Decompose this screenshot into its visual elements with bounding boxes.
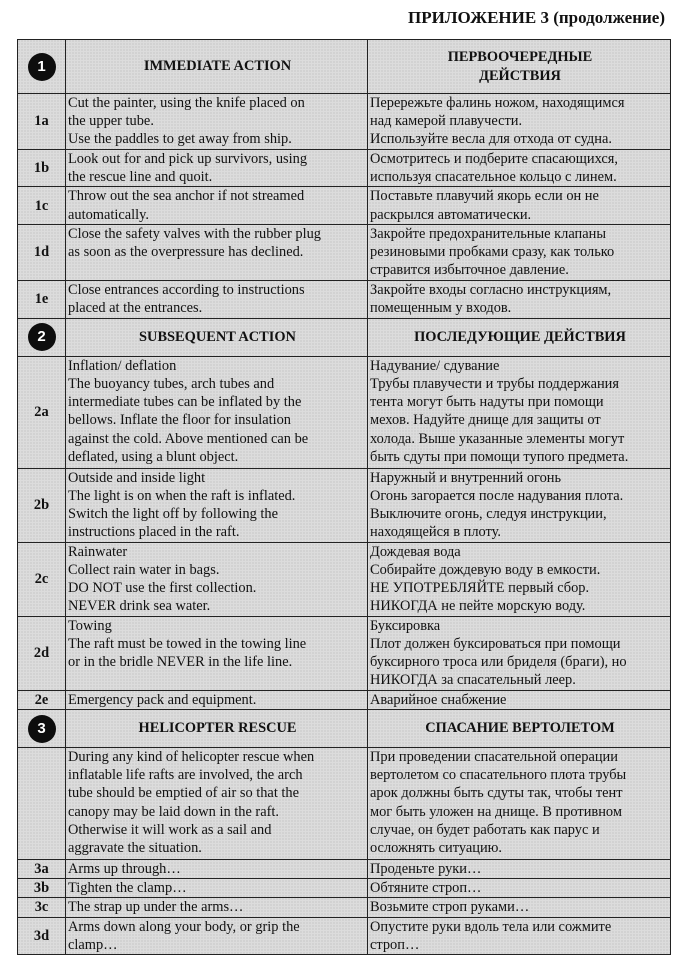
instruction-line-en: Use the paddles to get away from ship. <box>68 131 292 148</box>
instruction-line-ru: Аварийное снабжение <box>370 691 507 708</box>
instruction-line-en: The light is on when the raft is inflated. <box>68 488 296 505</box>
instruction-text-ru <box>368 898 671 917</box>
instruction-text-en <box>66 748 368 860</box>
section-heading-ru <box>368 318 671 356</box>
instruction-text-en <box>66 150 368 187</box>
instructions-table <box>17 39 671 955</box>
instruction-line-ru: Используйте весла для отхода от судна. <box>370 131 612 148</box>
instruction-row <box>18 542 671 616</box>
instruction-code: 1a <box>18 94 66 150</box>
instruction-line-ru: быть сдуты при помощи тупого предмета. <box>370 448 629 465</box>
instruction-code: 2a <box>18 356 66 468</box>
section-badge-cell <box>18 710 66 748</box>
instruction-line-ru: буксирного троса или бриделя (браги), но <box>370 654 627 671</box>
section-heading-ru-line: ПЕРВООЧЕРЕДНЫЕ <box>447 49 593 66</box>
instruction-row <box>18 187 671 224</box>
instruction-text-en <box>66 616 368 690</box>
instruction-line-en: intermediate tubes can be inflated by the <box>68 394 302 411</box>
instruction-line-ru: Осмотритесь и подберите спасающихся, <box>370 151 618 167</box>
instruction-line-ru: используя спасательное кольцо с линем. <box>370 169 617 186</box>
instruction-text-en <box>66 224 368 280</box>
instruction-line-ru: тента могут быть надуты при помощи <box>370 394 604 411</box>
instruction-text-ru <box>368 542 671 616</box>
section-header-row <box>18 710 671 748</box>
instruction-line-ru: раскрылся автоматически. <box>370 206 532 223</box>
section-heading-en: SUBSEQUENT ACTION <box>66 318 368 356</box>
instruction-code <box>18 748 66 860</box>
instruction-line-en: Emergency pack and equipment. <box>68 691 257 708</box>
instruction-code: 2c <box>18 542 66 616</box>
instruction-code: 2d <box>18 616 66 690</box>
instruction-code: 3d <box>18 917 66 954</box>
section-heading-en: HELICOPTER RESCUE <box>66 710 368 748</box>
section-number-badge: 1 <box>28 53 56 81</box>
section-header-row <box>18 40 671 94</box>
instruction-text-en <box>66 860 368 879</box>
instruction-line-ru: Буксировка <box>370 617 441 634</box>
instruction-line-en: Towing <box>68 617 112 634</box>
instruction-text-ru <box>368 879 671 898</box>
instruction-line-en: bellows. Inflate the floor for insulation <box>68 412 291 429</box>
instruction-line-en: the upper tube. <box>68 113 154 130</box>
instruction-code: 3a <box>18 860 66 879</box>
instruction-line-en: placed at the entrances. <box>68 300 203 317</box>
instruction-line-en: the rescue line and quoit. <box>68 169 213 186</box>
instruction-line-en: instructions placed in the raft. <box>68 524 240 541</box>
instruction-line-en: NEVER drink sea water. <box>68 598 211 615</box>
instruction-line-ru: НИКОГДА не пейте морскую воду. <box>370 598 586 615</box>
instruction-line-en: Arms down along your body, or grip the <box>68 918 300 935</box>
instruction-line-en: Cut the painter, using the knife placed on <box>68 95 305 111</box>
instruction-line-en: The strap up under the arms… <box>68 899 244 916</box>
instruction-row <box>18 356 671 468</box>
section-heading-ru <box>368 710 671 748</box>
instruction-code: 1c <box>18 187 66 224</box>
section-badge-cell <box>18 40 66 94</box>
instruction-row <box>18 224 671 280</box>
instruction-line-ru: Закройте входы согласно инструкциям, <box>370 281 612 298</box>
instruction-line-ru: Проденьте руки… <box>370 861 482 878</box>
instruction-line-ru: Закройте предохранительные клапаны <box>370 225 606 242</box>
instruction-line-en: canopy may be laid down in the raft. <box>68 803 279 820</box>
instruction-text-ru <box>368 280 671 318</box>
instruction-row <box>18 94 671 150</box>
instruction-line-ru: над камерой плавучести. <box>370 113 523 130</box>
instruction-row <box>18 280 671 318</box>
instruction-row <box>18 917 671 954</box>
section-heading-en: IMMEDIATE ACTION <box>66 40 368 94</box>
instruction-line-ru: При проведении спасательной операции <box>370 749 618 766</box>
instruction-line-en: aggravate the situation. <box>68 840 202 857</box>
instruction-line-en: or in the bridle NEVER in the life line. <box>68 654 293 671</box>
instruction-line-en: The buoyancy tubes, arch tubes and <box>68 376 275 393</box>
section-heading-ru <box>368 40 671 94</box>
instruction-line-ru: Плот должен буксироваться при помощи <box>370 636 621 653</box>
instruction-line-en: deflated, using a blunt object. <box>68 448 239 465</box>
instruction-line-en: tube should be emptied of air so that the <box>68 785 299 802</box>
instruction-line-ru: Надувание/ сдувание <box>370 357 500 374</box>
instruction-text-ru <box>368 748 671 860</box>
instruction-line-ru: Наружный и внутренний огонь <box>370 469 562 486</box>
instruction-row <box>18 748 671 860</box>
section-header-row <box>18 318 671 356</box>
section-heading-ru-line: СПАСАНИЕ ВЕРТОЛЕТОМ <box>425 720 615 737</box>
instruction-line-en: Rainwater <box>68 543 128 560</box>
instruction-line-ru: НИКОГДА за спасательный леер. <box>370 672 576 689</box>
instruction-row <box>18 860 671 879</box>
instruction-line-en: During any kind of helicopter rescue when <box>68 749 315 766</box>
instruction-text-en <box>66 280 368 318</box>
instruction-line-en: Collect rain water in bags. <box>68 562 220 579</box>
instruction-line-en: inflatable life rafts are involved, the arch <box>68 767 303 784</box>
instruction-line-ru: мехов. Надуйте днище для защиты от <box>370 412 601 429</box>
instruction-text-ru <box>368 187 671 224</box>
section-number-badge: 3 <box>28 715 56 743</box>
instruction-line-en: Outside and inside light <box>68 469 206 486</box>
instruction-line-ru: Поставьте плавучий якорь если он не <box>370 188 599 205</box>
instruction-code: 3c <box>18 898 66 917</box>
instruction-line-en: Look out for and pick up survivors, using <box>68 151 308 167</box>
instruction-line-en: Close the safety valves with the rubber plug <box>68 225 321 242</box>
instruction-line-ru: случае, он будет работать как парус и <box>370 821 600 838</box>
instruction-text-en <box>66 898 368 917</box>
instruction-row <box>18 150 671 187</box>
instruction-text-en <box>66 94 368 150</box>
instruction-row <box>18 616 671 690</box>
instruction-line-ru: Собирайте дождевую воду в емкости. <box>370 562 601 579</box>
instruction-line-ru: помещенным у входов. <box>370 300 512 317</box>
instruction-line-en: DO NOT use the first collection. <box>68 580 257 597</box>
instruction-line-ru: Обтяните строп… <box>370 880 482 897</box>
instruction-text-ru <box>368 690 671 709</box>
instruction-line-en: Inflation/ deflation <box>68 357 177 374</box>
instruction-line-en: The raft must be towed in the towing line <box>68 636 307 653</box>
instruction-code: 2b <box>18 468 66 542</box>
instruction-line-en: Switch the light off by following the <box>68 506 278 523</box>
instruction-line-ru: Дождевая вода <box>370 543 461 560</box>
instruction-line-ru: Выключите огонь, следуя инструкции, <box>370 506 607 523</box>
instruction-text-en <box>66 690 368 709</box>
instruction-row <box>18 879 671 898</box>
instruction-line-ru: стравится избыточное давление. <box>370 262 569 279</box>
instruction-text-ru <box>368 94 671 150</box>
instruction-line-en: automatically. <box>68 206 149 223</box>
instruction-row <box>18 690 671 709</box>
instruction-line-en: Throw out the sea anchor if not streamed <box>68 188 305 205</box>
instruction-line-ru: вертолетом со спасательного плота трубы <box>370 767 627 784</box>
instruction-line-ru: Перережьте фалинь ножом, находящимся <box>370 95 625 111</box>
instruction-line-en: as soon as the overpressure has declined. <box>68 244 304 261</box>
instruction-line-ru: холода. Выше указанные элементы могут <box>370 430 625 447</box>
instruction-row <box>18 468 671 542</box>
instruction-line-ru: мог быть уложен на днище. В противном <box>370 803 622 820</box>
instruction-line-ru: Трубы плавучести и трубы поддержания <box>370 376 619 393</box>
instruction-line-ru: Возьмите строп руками… <box>370 899 530 916</box>
instruction-text-en <box>66 468 368 542</box>
instruction-line-ru: Огонь загорается после надувания плота. <box>370 488 624 505</box>
section-heading-ru-line: ПОСЛЕДУЮЩИЕ ДЕЙСТВИЯ <box>414 329 626 346</box>
instruction-line-ru: НЕ УПОТРЕБЛЯЙТЕ первый сбор. <box>370 580 590 597</box>
instruction-text-ru <box>368 468 671 542</box>
instruction-text-en <box>66 917 368 954</box>
instruction-text-en <box>66 356 368 468</box>
instruction-text-en <box>66 879 368 898</box>
instruction-line-en: Otherwise it will work as a sail and <box>68 821 272 838</box>
instruction-line-ru: находящейся в плоту. <box>370 524 501 541</box>
instruction-line-ru: резиновыми пробками сразу, как только <box>370 244 615 261</box>
instruction-code: 1e <box>18 280 66 318</box>
instruction-line-en: Close entrances according to instructions <box>68 281 305 298</box>
instruction-line-en: Arms up through… <box>68 861 181 878</box>
section-number-badge: 2 <box>28 323 56 351</box>
section-heading-ru-line: ДЕЙСТВИЯ <box>479 67 561 84</box>
instruction-line-ru: Опустите руки вдоль тела или сожмите <box>370 918 612 935</box>
instruction-line-en: clamp… <box>68 936 118 953</box>
instruction-row <box>18 898 671 917</box>
instruction-code: 3b <box>18 879 66 898</box>
instruction-code: 1d <box>18 224 66 280</box>
instruction-code: 2e <box>18 690 66 709</box>
instruction-text-ru <box>368 616 671 690</box>
instruction-text-ru <box>368 150 671 187</box>
instruction-text-ru <box>368 356 671 468</box>
section-badge-cell <box>18 318 66 356</box>
instruction-text-en <box>66 542 368 616</box>
instruction-text-ru <box>368 917 671 954</box>
instruction-line-ru: осложнять ситуацию. <box>370 840 503 857</box>
instruction-line-en: against the cold. Above mentioned can be <box>68 430 309 447</box>
instruction-line-ru: строп… <box>370 936 420 953</box>
instruction-text-en <box>66 187 368 224</box>
document-title: ПРИЛОЖЕНИЕ 3 (продолжение) <box>407 8 665 27</box>
instruction-code: 1b <box>18 150 66 187</box>
instruction-line-en: Tighten the clamp… <box>68 880 187 897</box>
instruction-text-ru <box>368 860 671 879</box>
instruction-text-ru <box>368 224 671 280</box>
instruction-line-ru: арок должны быть сдуты так, чтобы тент <box>370 785 623 802</box>
